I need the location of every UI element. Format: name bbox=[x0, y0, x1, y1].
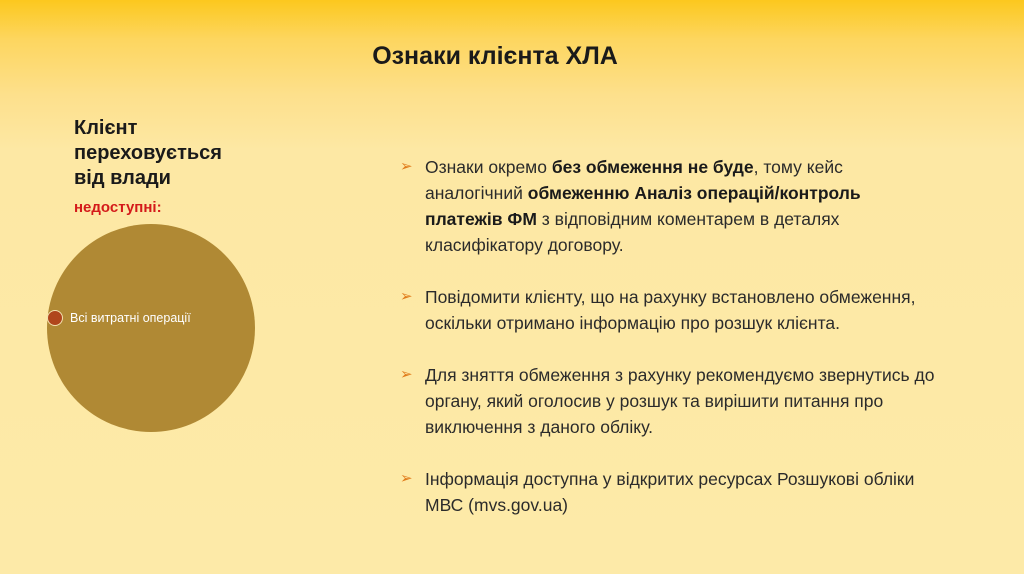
arrow-bullet-icon: ➢ bbox=[400, 288, 413, 305]
operations-circle bbox=[47, 224, 255, 432]
bullet-item bbox=[400, 284, 940, 336]
bullet-text-bold: без обмеження не буде bbox=[551, 157, 754, 177]
bullet-text: Ознаки окремо bbox=[425, 157, 552, 177]
bullet-text: з відповідним коментарем в деталях класифікатору договору. bbox=[425, 209, 840, 255]
client-heading-line: переховується bbox=[74, 142, 222, 164]
unavailable-label: недоступні: bbox=[74, 199, 162, 216]
client-heading-line: Клієнт bbox=[74, 117, 138, 139]
bullet-text-bold: обмеженню Аналіз операцій/контроль платежів ФМ bbox=[425, 183, 861, 229]
bullet-item bbox=[400, 466, 940, 518]
bullet-text: Для зняття обмеження з рахунку рекомендуємо звернутись до органу, який оголосив у розшук та вирішити питання про виключення з даного обліку. bbox=[425, 365, 935, 437]
bullet-list bbox=[400, 154, 940, 518]
bullet-text: Повідомити клієнту, що на рахунку встановлено обмеження, оскільки отримано інформацію про розшук клієнта. bbox=[425, 287, 916, 333]
client-heading bbox=[74, 116, 274, 191]
bullet-item bbox=[400, 154, 940, 258]
bullet-item bbox=[400, 362, 940, 440]
client-heading-line: від влади bbox=[74, 167, 171, 189]
bullet-text: Інформація доступна у відкритих ресурсах Розшукові обліки МВС (mvs.gov.ua) bbox=[425, 469, 915, 515]
slide-title: Ознаки клієнта ХЛА bbox=[372, 42, 618, 70]
arrow-bullet-icon: ➢ bbox=[400, 366, 413, 383]
arrow-bullet-icon: ➢ bbox=[400, 470, 413, 487]
bullet-text: , тому кейс аналогічний bbox=[425, 157, 843, 203]
arrow-bullet-icon: ➢ bbox=[400, 158, 413, 175]
operation-label: Всі витратні операції bbox=[70, 311, 191, 325]
operation-dot-icon bbox=[47, 310, 63, 326]
